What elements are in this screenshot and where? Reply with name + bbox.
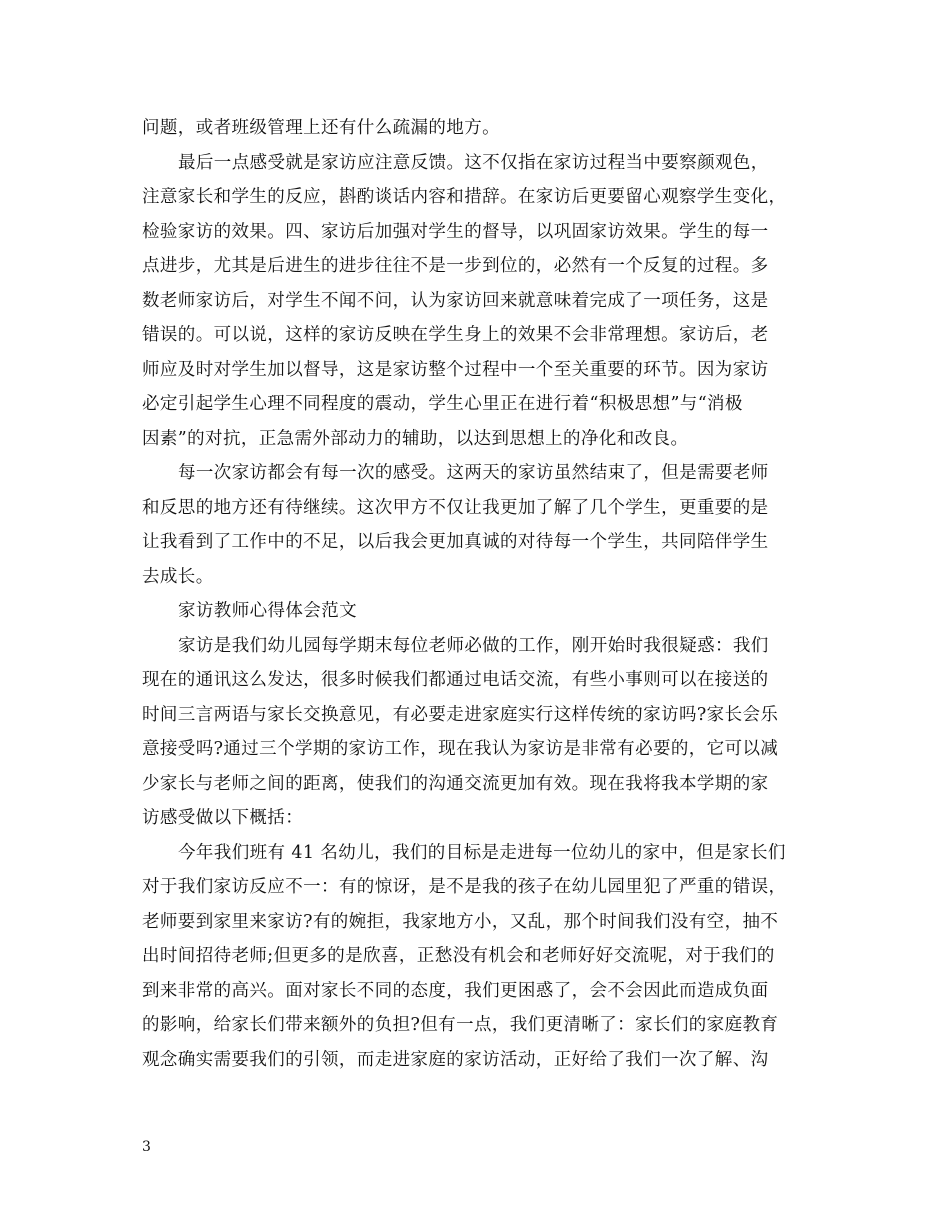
text-line: 访感受做以下概括：: [142, 808, 304, 828]
text-line: 错误的。可以说，这样的家访反映在学生身上的效果不会非常理想。家访后，老: [142, 325, 769, 345]
text-line: 问题，或者班级管理上还有什么疏漏的地方。: [142, 118, 500, 138]
text-line: 最后一点感受就是家访应注意反馈。这不仅指在家访过程当中要察颜观色，: [178, 152, 769, 173]
text-line: 让我看到了工作中的不足，以后我会更加真诚的对待每一个学生，共同陪伴学生: [142, 532, 769, 552]
page-number: 3: [142, 1139, 151, 1155]
text-line: 到来非常的高兴。面对家长不同的态度，我们更困惑了，会不会因此而造成负面: [142, 980, 769, 1001]
text-line: 出时间招待老师;但更多的是欣喜，正愁没有机会和老师好好交流呢，对于我们的: [142, 946, 775, 966]
text-line: 意接受吗?通过三个学期的家访工作，现在我认为家访是非常有必要的，它可以减: [142, 739, 779, 759]
text-line: 时间三言两语与家长交换意见，有必要走进家庭实行这样传统的家访吗?家长会乐: [142, 704, 779, 725]
text-line: 今年我们班有 41 名幼儿，我们的目标是走进每一位幼儿的家中，但是家长们: [178, 842, 786, 863]
text-line: 对于我们家访反应不一：有的惊讶，是不是我的孩子在幼儿园里犯了严重的错误，: [142, 877, 787, 897]
text-line: 家访教师心得体会范文: [178, 601, 357, 621]
text-line: 老师要到家里来家访?有的婉拒，我家地方小，又乱，那个时间我们没有空，抽不: [142, 911, 779, 932]
text-line: 去成长。: [142, 566, 214, 587]
text-line: 注意家长和学生的反应，斟酌谈话内容和措辞。在家访后更要留心观察学生变化，: [142, 187, 787, 207]
text-line: 检验家访的效果。四、家访后加强对学生的督导，以巩固家访效果。学生的每一: [142, 221, 769, 242]
text-line: 师应及时对学生加以督导，这是家访整个过程中一个至关重要的环节。因为家访: [142, 359, 769, 380]
text-line: 数老师家访后，对学生不闻不问，认为家访回来就意味着完成了一项任务，这是: [142, 290, 769, 311]
text-line: 家访是我们幼儿园每学期末每位老师必做的工作，刚开始时我很疑惑：我们: [178, 635, 769, 656]
text-line: 因素”的对抗，正急需外部动力的辅助，以达到思想上的净化和改良。: [142, 428, 689, 449]
text-line: 的影响，给家长们带来额外的负担?但有一点，我们更清晰了：家长们的家庭教育: [142, 1015, 779, 1035]
text-line: 点进步，尤其是后进生的进步往往不是一步到位的，必然有一个反复的过程。多: [142, 256, 769, 276]
document-body: [142, 111, 822, 1077]
text-line: 少家长与老师之间的距离，使我们的沟通交流更加有效。现在我将我本学期的家: [142, 773, 769, 794]
text-line: 和反思的地方还有待继续。这次甲方不仅让我更加了解了几个学生，更重要的是: [142, 497, 769, 518]
text-line: 现在的通讯这么发达，很多时候我们都通过电话交流，有些小事则可以在接送的: [142, 670, 769, 690]
text-line: 每一次家访都会有每一次的感受。这两天的家访虽然结束了，但是需要老师: [178, 463, 769, 483]
text-line: 必定引起学生心理不同程度的震动，学生心里正在进行着“积极思想”与“消极: [142, 394, 743, 414]
text-line: 观念确实需要我们的引领，而走进家庭的家访活动，正好给了我们一次了解、沟: [142, 1049, 769, 1070]
